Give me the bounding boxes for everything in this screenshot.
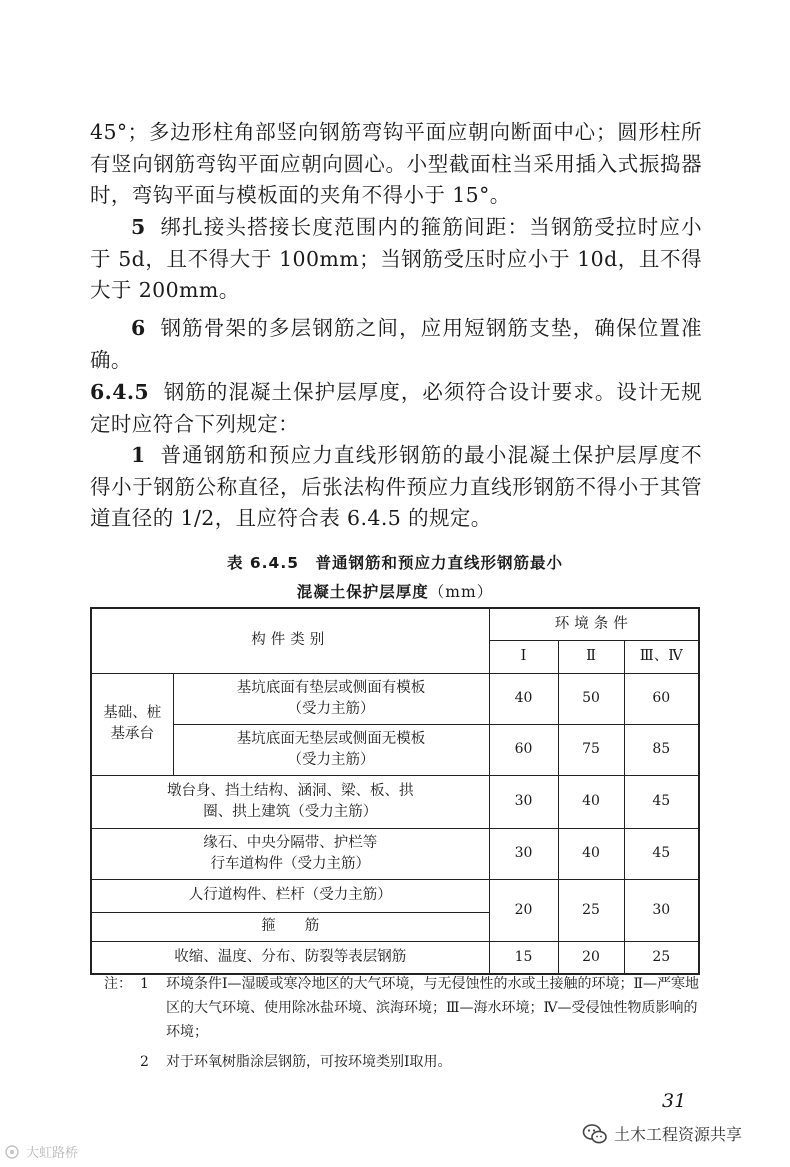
row-label: 墩台身、挡土结构、涵洞、梁、板、拱圈、拱上建筑（受力主筋）: [91, 775, 489, 828]
table-caption-title: 混凝土保护层厚度: [296, 583, 429, 601]
cell-value: 75: [558, 724, 624, 775]
note-text: 对于环氧树脂涂层钢筋，可按环境类别Ⅰ取用。: [166, 1054, 452, 1070]
clause-number: 6: [131, 316, 146, 340]
cell-value: 60: [624, 673, 699, 724]
note-item: [104, 972, 704, 1044]
env-col-2: Ⅱ: [558, 640, 624, 673]
row-label: 人行道构件、栏杆（受力主筋）: [91, 879, 489, 912]
watermark-left: [4, 1142, 78, 1161]
table-caption-line2: [0, 580, 790, 602]
cell-value: 30: [489, 775, 558, 828]
table-row: [91, 724, 699, 775]
notes-label: 注：: [104, 976, 132, 992]
clause-number: 5: [131, 215, 146, 239]
row-label: 收缩、温度、分布、防裂等表层钢筋: [91, 941, 489, 974]
paragraph-text: 45°；多边形柱角部竖向钢筋弯钩平面应朝向断面中心；圆形柱所有竖向钢筋弯钩平面应朝向圆心。小型截面柱当采用插入式振捣器时，弯钩平面与模板面的夹角不得小于 15°。: [90, 120, 702, 207]
table-notes: [104, 972, 704, 1074]
cell-value: 25: [558, 879, 624, 941]
watermark-left-text: 大虹路桥: [26, 1146, 79, 1161]
table-row: [91, 879, 699, 912]
table-caption-line1: 表 6.4.5 普通钢筋和预应力直线形钢筋最小: [226, 554, 564, 572]
note-number: 1: [140, 976, 149, 992]
clause-6: [90, 313, 702, 376]
clause-text: 绑扎接头搭接长度范围内的箍筋间距：当钢筋受拉时应小于 5d，且不得大于 100mm；当钢筋受压时应小于 10d，且不得大于 200mm。: [90, 215, 702, 302]
table-caption-unit: （mm）: [428, 583, 494, 601]
row-label: 基坑底面无垫层或侧面无模板（受力主筋）: [173, 724, 489, 775]
table-row: [91, 941, 699, 974]
cell-value: 85: [624, 724, 699, 775]
section-text: 钢筋的混凝土保护层厚度，必须符合设计要求。设计无规定时应符合下列规定：: [90, 380, 702, 436]
cell-value: 40: [558, 775, 624, 828]
row-label: 基坑底面有垫层或侧面有模板（受力主筋）: [173, 673, 489, 724]
cell-value: 45: [624, 775, 699, 828]
cell-value: 30: [624, 879, 699, 941]
cell-value: 60: [489, 724, 558, 775]
table-row: [91, 775, 699, 828]
note-text: 环境条件Ⅰ—湿暖或寒冷地区的大气环境，与无侵蚀性的水或土接触的环境；Ⅱ—严寒地区的大气环境、使用除冰盐环境、滨海环境；Ⅲ—海水环境；Ⅳ—受侵蚀性物质影响的环境；: [166, 976, 700, 1040]
table-row: [91, 673, 699, 724]
watermark-right: [582, 1122, 742, 1145]
header-environment: 环境条件: [489, 608, 699, 640]
env-col-1: Ⅰ: [489, 640, 558, 673]
cell-value: 45: [624, 828, 699, 879]
paragraph-continuation: [90, 117, 702, 212]
wechat-icon: [582, 1123, 608, 1145]
clause-text: 普通钢筋和预应力直线形钢筋的最小混凝土保护层厚度不得小于钢筋公称直径，后张法构件预应力直线形钢筋不得小于其管道直径的 1/2，且应符合表 6.4.5 的规定。: [90, 443, 702, 530]
cell-value: 15: [489, 941, 558, 974]
clause-1: [90, 440, 702, 535]
note-number: 2: [140, 1054, 149, 1070]
cell-value: 20: [558, 941, 624, 974]
cell-value: 20: [489, 879, 558, 941]
section-6-4-5: [90, 377, 702, 440]
cell-value: 50: [558, 673, 624, 724]
row-label: 缘石、中央分隔带、护栏等行车道构件（受力主筋）: [91, 828, 489, 879]
row-label: 箍 筋: [91, 912, 489, 941]
cover-thickness-table: [90, 607, 700, 975]
clause-5: [90, 212, 702, 307]
cell-value: 25: [624, 941, 699, 974]
header-category: 构件类别: [91, 608, 489, 673]
cell-value: 40: [489, 673, 558, 724]
watermark-logo-icon: [4, 1144, 22, 1160]
clause-text: 钢筋骨架的多层钢筋之间，应用短钢筋支垫，确保位置准确。: [90, 316, 702, 372]
cell-value: 30: [489, 828, 558, 879]
note-item: [104, 1050, 704, 1074]
section-number: 6.4.5: [90, 380, 150, 404]
clause-number: 1: [131, 443, 146, 467]
env-col-3: Ⅲ、Ⅳ: [624, 640, 699, 673]
table-row: [91, 828, 699, 879]
page-number: 31: [662, 1090, 687, 1112]
group-label: 基础、桩基承台: [91, 673, 173, 775]
cell-value: 40: [558, 828, 624, 879]
watermark-right-text: 土木工程资源共享: [614, 1125, 743, 1144]
